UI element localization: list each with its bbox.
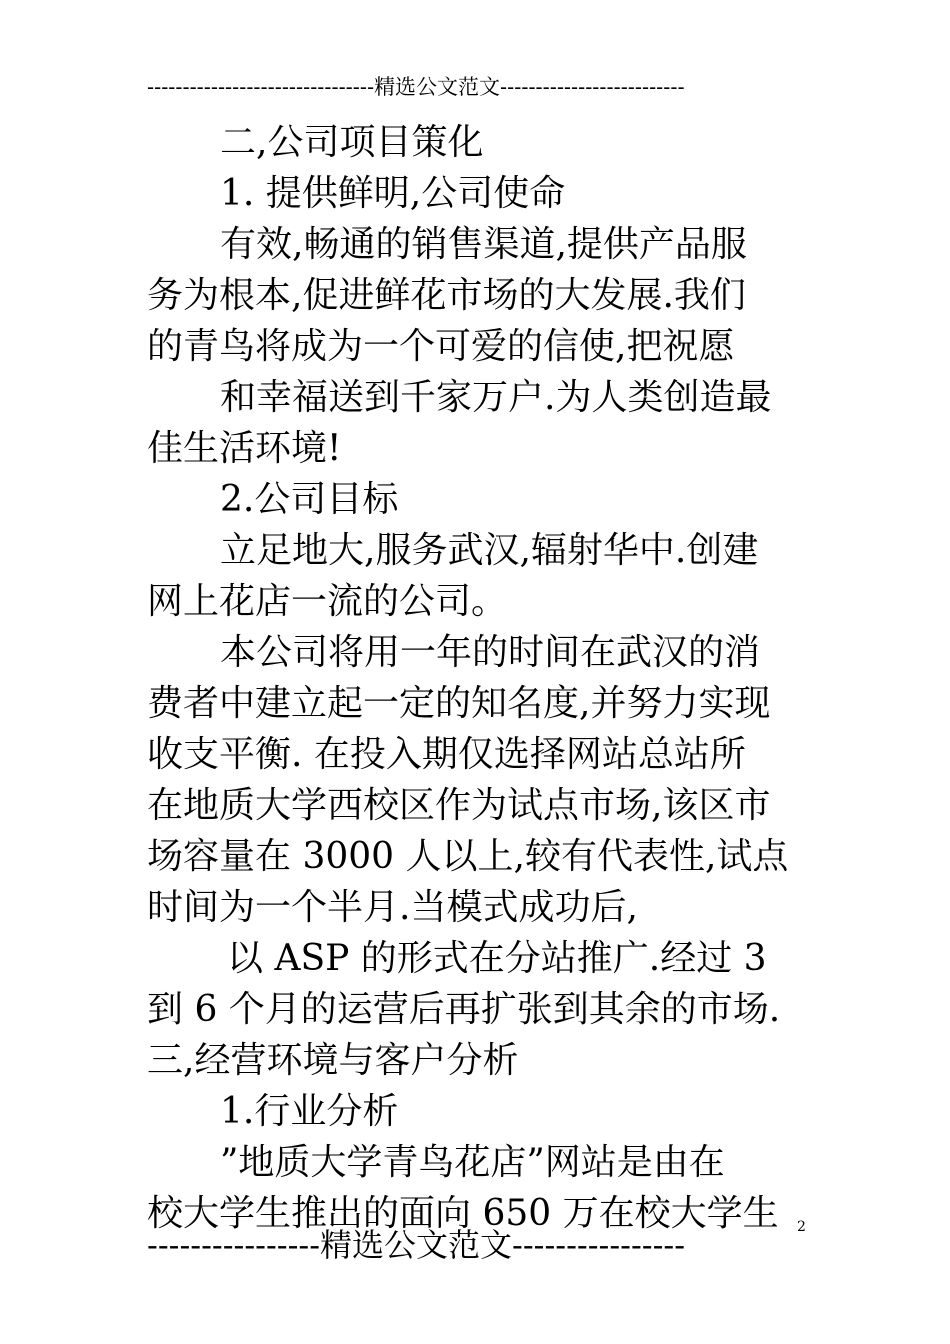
paragraph-line: ”地质大学青鸟花店”网站是由在 [220,1142,725,1183]
paragraph-line: 校大学生推出的面向 650 万在校大学生 [147,1193,779,1234]
subsection-heading: 1.行业分析 [220,1091,399,1132]
page-number: 2 [797,1219,806,1235]
subsection-heading: 1. 提供鲜明,公司使命 [220,173,566,214]
paragraph-line: 到 6 个月的运营后再扩张到其余的市场. [147,989,781,1030]
paragraph-line: 场容量在 3000 人以上,较有代表性,试点 [147,836,789,877]
paragraph-line: 收支平衡. 在投入期仅选择网站总站所 [147,734,746,775]
paragraph-line: 本公司将用一年的时间在武汉的消 [220,632,761,673]
subsection-heading: 2.公司目标 [220,479,399,520]
paragraph-line: 网上花店一流的公司。 [147,581,508,622]
paragraph-line: 费者中建立起一定的知名度,并努力实现 [147,683,771,724]
page-footer: ----------------精选公文范文---------------- [147,1226,686,1264]
paragraph-line: 时间为一个半月.当模式成功后, [147,887,638,928]
paragraph-line: 佳生活环境! [147,428,342,469]
paragraph-line: 以 ASP 的形式在分站推广.经过 3 [227,938,767,979]
page-header: --------------------------------精选公文范文-------------------------- [147,75,685,99]
paragraph-line: 务为根本,促进鲜花市场的大发展.我们 [147,275,746,316]
paragraph-line: 和幸福送到千家万户.为人类创造最 [220,377,772,418]
document-body [147,117,812,1239]
paragraph-line: 在地质大学西校区作为试点市场,该区市 [147,785,771,826]
section-heading: 三,经营环境与客户分析 [147,1040,519,1081]
paragraph-line: 立足地大,服务武汉,辐射华中.创建 [220,530,759,571]
paragraph-line: 的青鸟将成为一个可爱的信使,把祝愿 [147,326,735,367]
section-heading: 二,公司项目策化 [220,122,484,163]
paragraph-line: 有效,畅通的销售渠道,提供产品服 [220,224,747,265]
